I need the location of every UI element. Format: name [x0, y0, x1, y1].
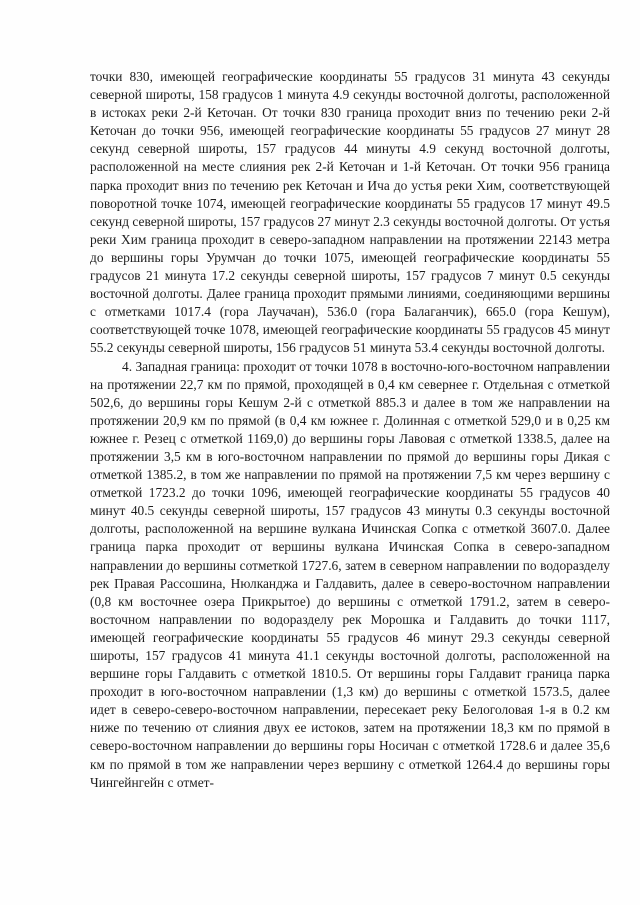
paragraph-continuation: точки 830, имеющей географические координаты 55 градусов 31 минута 43 секунды северной широты, 158 градусов 1 минута 4.9 секунды восточной долготы, расположенной в истоках реки 2-й Кеточан. От точки 830 граница проходит вниз по течению реки 2-й Кеточан до точки 956, имеющей географические координаты 55 градусов 27 минут 28 секунд северной широты, 157 градусов 44 минуты 4.9 секунд восточной долготы, расположенной на месте слияния рек 2-й Кеточан и 1-й Кеточан. От точки 956 граница парка проходит вниз по течению рек Кеточан и Ича до устья реки Хим, соответствующей поворотной точке 1074, имеющей географические координаты 55 градусов 17 минут 49.5 секунд северной широты, 157 градусов 27 минут 2.3 секунды восточной долготы. От устья реки Хим граница проходит в северо-западном направлении на протяжении 22143 метра до вершины горы Урумчан до точки 1075, имеющей географические координаты 55 градусов 21 минута 17.2 секунды северной широты, 157 градусов 7 минут 0.5 секунды восточной долготы. Далее граница проходит прямыми линиями, соединяющими вершины с отметками 1017.4 (гора Лаучачан), 536.0 (гора Балаганчик), 665.0 (гора Кешум), соответствующей точке 1078, имеющей географические координаты 55 градусов 45 минут 55.2 секунды северной широты, 156 градусов 51 минута 53.4 секунды восточной долготы.	[90, 69, 610, 356]
document-text	[90, 68, 610, 792]
paragraph-western-boundary: 4. Западная граница: проходит от точки 1078 в восточно-юго-восточном направлении на протяжении 22,7 км по прямой, проходящей в 0,4 км севернее г. Отдельная с отметкой 502,6, до вершины горы Кешум 2-й с отметкой 885.3 и далее в том же направлении на протяжении 20,9 км по прямой (в 0,4 км южнее г. Долинная с отметкой 529,0 и в 0,25 км южнее г. Резец с отметкой 1169,0) до вершины горы Лавовая с отметкой 1338.5, далее на протяжении 3,5 км в юго-восточном направлении по прямой до вершины горы Дикая с отметкой 1385.2, в том же направлении по прямой на протяжении 7,5 км через вершину с отметкой 1723.2 до точки 1096, имеющей географические координаты 55 градусов 40 минут 40.5 секунды северной широты, 157 градусов 43 минуты 0.3 секунды восточной долготы, расположенной на вершине вулкана Ичинская Сопка с отметкой 3607.0. Далее граница парка проходит от вершины вулкана Ичинская Сопка в северо-западном направлении до вершины сотметкой 1727.6, затем в северном направлении по водоразделу рек Правая Рассошина, Нюлканджа и Галдавить, далее в северо-восточном направлении (0,8 км восточнее озера Прикрытое) до вершины с отметкой 1791.2, затем в северо-восточном направлении по водоразделу рек Морошка и Галдавить до точки 1117, имеющей географические координаты 55 градусов 46 минут 29.3 секунды северной широты, 157 градусов 41 минута 41.1 секунды восточной долготы, расположенной на вершине горы Галдавить с отметкой 1810.5. От вершины горы Галдавит граница парка проходит в юго-восточном направлении (1,3 км) до вершины с отметкой 1573.5, далее идет в северо-северо-восточном направлении, пересекает реку Белоголовая 1-я в 0.2 км ниже по течению от слияния двух ее истоков, затем на протяжении 18,3 км по прямой в северо-восточном направлении до вершины горы Носичан с отметкой 1728.6 и далее 35,6 км по прямой в том же направлении через вершину с отметкой 1264.4 до вершины горы Чингейнгейн с отмет-	[90, 358, 610, 790]
